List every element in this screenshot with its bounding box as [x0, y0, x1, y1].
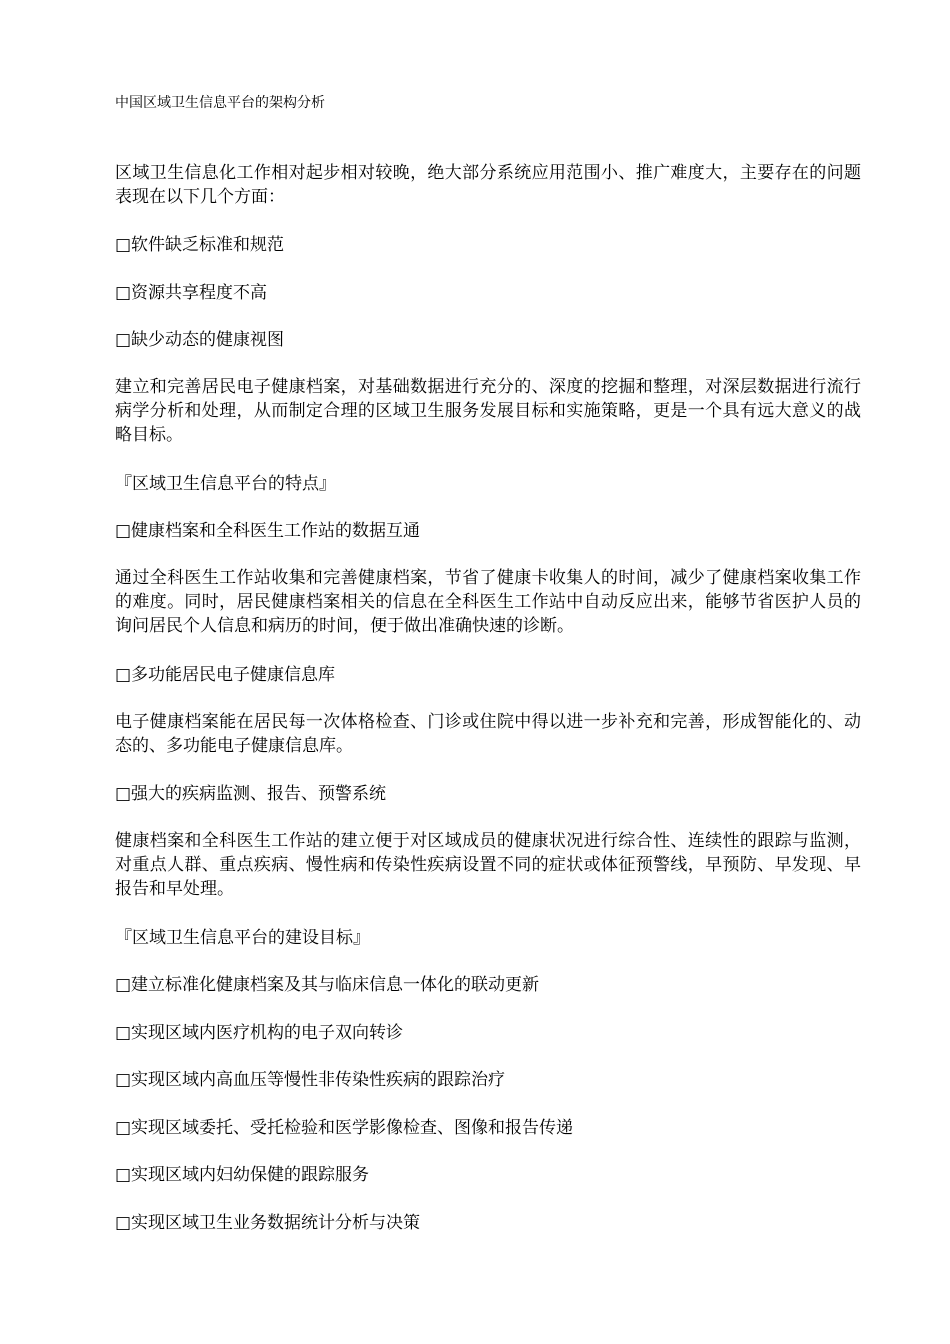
feature-text: 电子健康档案能在居民每一次体格检查、门诊或住院中得以进一步补充和完善，形成智能化的、动态的、多功能电子健康信息库。 — [115, 712, 861, 756]
goal-item: □实现区域卫生业务数据统计分析与决策 — [115, 1213, 421, 1233]
document-title: 中国区域卫生信息平台的架构分析 — [115, 95, 325, 111]
feature-text: 健康档案和全科医生工作站的建立便于对区域成员的健康状况进行综合性、连续性的跟踪与监测，对重点人群、重点疾病、慢性病和传染性疾病设置不同的症状或体征预警线，早预防、早发现、早报告和早处理。 — [115, 831, 861, 899]
goal-item: □实现区域内妇幼保健的跟踪服务 — [115, 1165, 370, 1185]
goal-item: □实现区域委托、受托检验和医学影像检查、图像和报告传递 — [115, 1118, 574, 1138]
problem-item: □缺少动态的健康视图 — [115, 330, 285, 350]
problem-item: □软件缺乏标准和规范 — [115, 235, 285, 255]
feature-title: □多功能居民电子健康信息库 — [115, 665, 336, 685]
feature-text: 通过全科医生工作站收集和完善健康档案，节省了健康卡收集人的时间，减少了健康档案收集工作的难度。同时，居民健康档案相关的信息在全科医生工作站中自动反应出来，能够节省医护人员的询问居民个人信息和病历的时间，便于做出准确快速的诊断。 — [115, 568, 861, 636]
features-heading: 『区域卫生信息平台的特点』 — [115, 474, 336, 494]
goals-heading: 『区域卫生信息平台的建设目标』 — [115, 928, 370, 948]
feature-title: □强大的疾病监测、报告、预警系统 — [115, 784, 387, 804]
feature-title: □健康档案和全科医生工作站的数据互通 — [115, 521, 421, 541]
goal-item: □实现区域内高血压等慢性非传染性疾病的跟踪治疗 — [115, 1070, 506, 1090]
intro-paragraph: 区域卫生信息化工作相对起步相对较晚，绝大部分系统应用范围小、推广难度大，主要存在的问题表现在以下几个方面： — [115, 163, 861, 207]
goal-paragraph: 建立和完善居民电子健康档案，对基础数据进行充分的、深度的挖掘和整理，对深层数据进行流行病学分析和处理，从而制定合理的区域卫生服务发展目标和实施策略，更是一个具有远大意义的战略目标。 — [115, 377, 861, 445]
goal-item: □建立标准化健康档案及其与临床信息一体化的联动更新 — [115, 975, 540, 995]
goal-item: □实现区域内医疗机构的电子双向转诊 — [115, 1023, 404, 1043]
problem-item: □资源共享程度不高 — [115, 283, 268, 303]
